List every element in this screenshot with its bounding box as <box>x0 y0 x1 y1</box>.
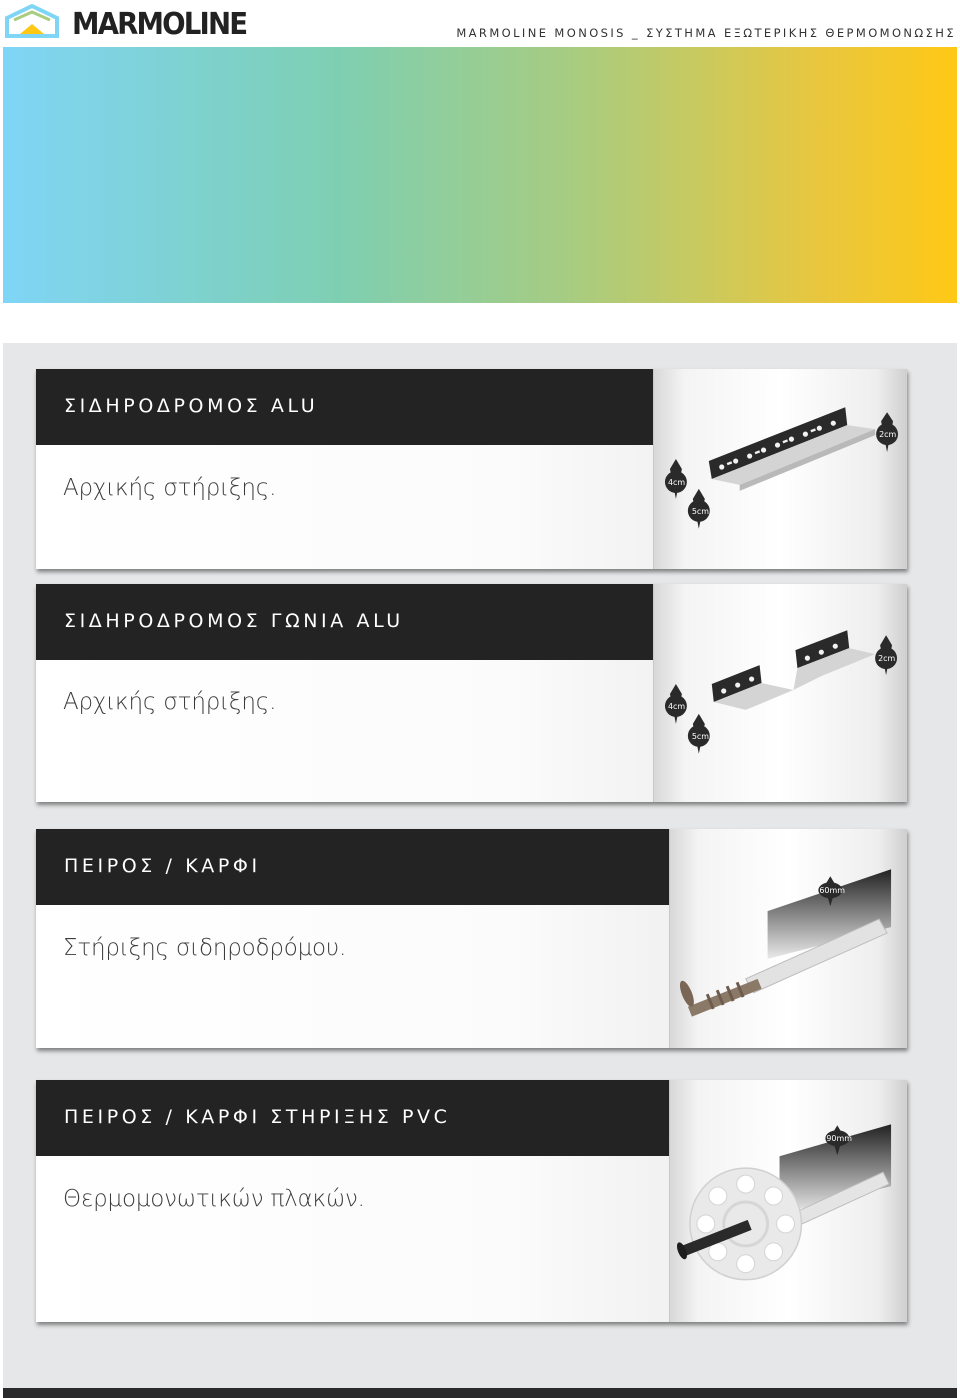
dimension-label: 5cm <box>691 731 710 741</box>
product-description: Στήριξης σιδηροδρόμου. <box>63 935 347 961</box>
bottom-rule <box>3 1388 957 1398</box>
product-title-bar <box>36 369 653 445</box>
pvc-anchor-illustration-icon <box>670 1080 907 1322</box>
product-image-alu-rail <box>653 369 907 569</box>
product-title-bar <box>36 829 669 905</box>
dimension-label: 2cm <box>879 430 897 440</box>
dimension-label: 2cm <box>878 654 896 664</box>
page-header <box>0 0 960 46</box>
product-title-bar <box>36 584 653 660</box>
product-title-bar <box>36 1080 669 1156</box>
dimension-label: 90mm <box>826 1134 852 1144</box>
alu-corner-rail-illustration-icon <box>654 584 907 802</box>
product-description: Αρχικής στήριξης. <box>63 475 277 501</box>
marmoline-logo-icon <box>4 4 60 38</box>
product-card-alu-rail <box>36 369 907 569</box>
dimension-label: 5cm <box>691 506 710 516</box>
product-title: ΠΕΙΡΟΣ / ΚΑΡΦΙ <box>64 855 261 877</box>
product-image-alu-corner-rail <box>653 584 907 802</box>
dimension-label: 4cm <box>667 477 686 487</box>
product-image-anchor-nail <box>669 829 907 1048</box>
product-description: Αρχικής στήριξης. <box>63 689 277 715</box>
product-title: ΣΙΔΗΡΟΔΡΟΜΟΣ ALU <box>64 395 319 417</box>
gradient-banner <box>3 47 957 303</box>
dimension-label: 60mm <box>819 886 845 896</box>
product-card-anchor-nail <box>36 829 907 1048</box>
anchor-nail-illustration-icon <box>670 829 907 1048</box>
product-description: Θερμομονωτικών πλακών. <box>63 1186 365 1212</box>
brand-name: MARMOLINE <box>72 7 247 42</box>
product-card-alu-corner-rail <box>36 584 907 802</box>
product-title: ΠΕΙΡΟΣ / ΚΑΡΦΙ ΣΤΗΡΙΞΗΣ PVC <box>64 1106 451 1128</box>
product-image-pvc-anchor <box>669 1080 907 1322</box>
product-card-pvc-anchor <box>36 1080 907 1322</box>
alu-rail-illustration-icon <box>654 369 907 569</box>
product-title: ΣΙΔΗΡΟΔΡΟΜΟΣ ΓΩΝΙΑ ALU <box>64 610 404 632</box>
dimension-label: 4cm <box>667 701 686 711</box>
header-tagline: MARMOLINE MONOSIS _ ΣΥΣΤΗΜΑ ΕΞΩΤΕΡΙΚΗΣ ΘΕΡΜΟΜΟΝΩΣΗΣ <box>456 26 956 40</box>
